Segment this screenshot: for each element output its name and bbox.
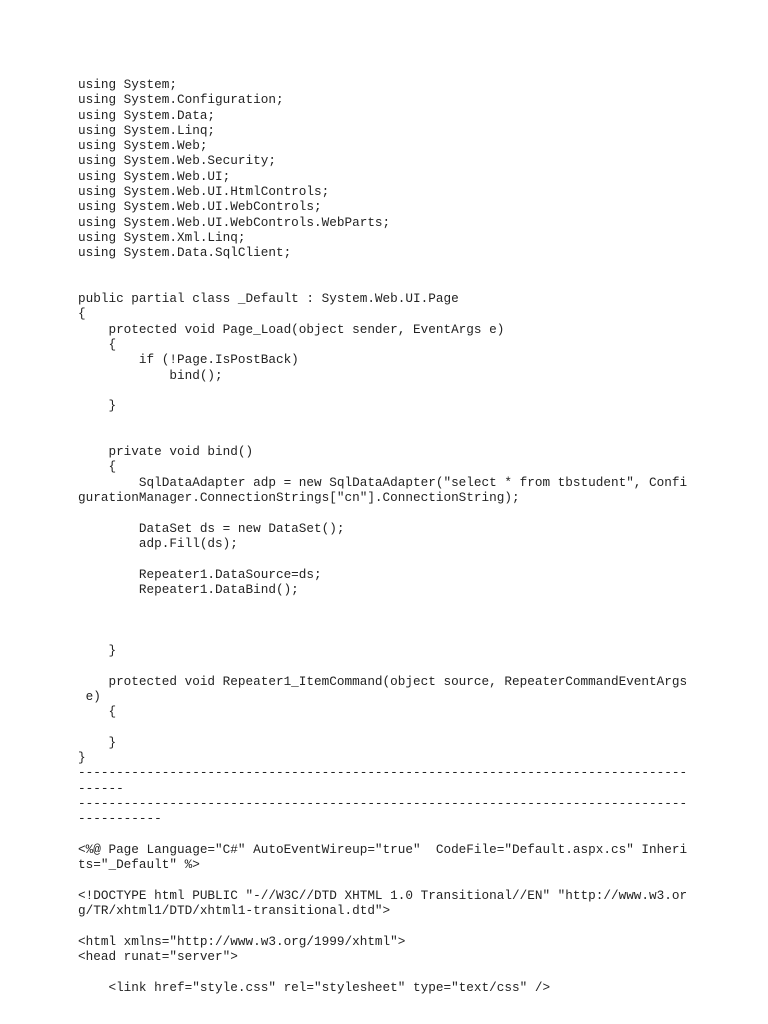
code-line — [78, 658, 698, 673]
code-line: using System.Web.UI.WebControls.WebParts; — [78, 214, 391, 230]
code-line — [78, 551, 698, 566]
code-line — [78, 383, 698, 398]
code-line: using System.Web.UI.WebControls; — [78, 199, 322, 215]
code-line: Repeater1.DataSource=ds; — [78, 566, 322, 582]
code-line: { — [78, 306, 86, 322]
code-line: using System.Web.UI; — [78, 168, 231, 184]
code-listing — [78, 77, 698, 995]
code-line: using System.Configuration; — [78, 92, 284, 108]
code-line — [78, 612, 698, 627]
code-line: { — [78, 459, 117, 475]
code-line: <!DOCTYPE html PUBLIC "-//W3C//DTD XHTML 1.0 Transitional//EN" "http://www.w3.or — [78, 887, 688, 903]
code-line — [78, 872, 698, 887]
code-line — [78, 414, 698, 429]
code-line: ts="_Default" %> — [78, 857, 200, 873]
code-line: using System.Xml.Linq; — [78, 229, 246, 245]
code-line — [78, 261, 698, 276]
code-line: e) — [78, 688, 101, 704]
code-line: -------------------------------------------------------------------------------- — [78, 795, 688, 811]
code-line: protected void Repeater1_ItemCommand(object source, RepeaterCommandEventArgs — [78, 673, 688, 689]
code-line: using System; — [78, 77, 177, 92]
code-line: DataSet ds = new DataSet(); — [78, 520, 345, 536]
code-line: } — [78, 642, 117, 658]
code-line — [78, 276, 698, 291]
code-line: if (!Page.IsPostBack) — [78, 352, 299, 368]
code-line: <html xmlns="http://www.w3.org/1999/xhtml"> — [78, 933, 406, 949]
code-line: adp.Fill(ds); — [78, 535, 238, 551]
code-line — [78, 628, 698, 643]
code-line: g/TR/xhtml1/DTD/xhtml1-transitional.dtd"> — [78, 903, 391, 919]
code-line: ------ — [78, 780, 124, 796]
code-line: bind(); — [78, 367, 223, 383]
code-line: gurationManager.ConnectionStrings["cn"].ConnectionString); — [78, 490, 520, 506]
code-line — [78, 505, 698, 520]
code-line: using System.Web; — [78, 138, 208, 154]
code-line: } — [78, 398, 117, 414]
code-line: <%@ Page Language="C#" AutoEventWireup="true" CodeFile="Default.aspx.cs" Inheri — [78, 841, 688, 857]
code-line — [78, 918, 698, 933]
code-line: private void bind() — [78, 444, 254, 460]
code-line: using System.Web.UI.HtmlControls; — [78, 184, 330, 200]
code-line — [78, 827, 698, 842]
code-line — [78, 429, 698, 444]
code-line: using System.Web.Security; — [78, 153, 276, 169]
code-line: using System.Linq; — [78, 122, 216, 138]
code-line: using System.Data.SqlClient; — [78, 245, 292, 261]
code-line: SqlDataAdapter adp = new SqlDataAdapter("select * from tbstudent", Confi — [78, 474, 688, 490]
code-line: Repeater1.DataBind(); — [78, 581, 299, 597]
code-line: <link href="style.css" rel="stylesheet" type="text/css" /> — [78, 979, 551, 995]
code-line — [78, 719, 698, 734]
code-line: <head runat="server"> — [78, 948, 238, 964]
code-line: { — [78, 337, 117, 353]
code-line: public partial class _Default : System.Web.UI.Page — [78, 291, 459, 307]
code-line — [78, 597, 698, 612]
code-line: } — [78, 734, 117, 750]
code-line: using System.Data; — [78, 107, 216, 123]
code-line: { — [78, 704, 117, 720]
code-line: protected void Page_Load(object sender, EventArgs e) — [78, 321, 505, 337]
code-line: ----------- — [78, 811, 162, 827]
code-line: -------------------------------------------------------------------------------- — [78, 765, 688, 781]
code-line: } — [78, 750, 86, 766]
code-line — [78, 964, 698, 979]
